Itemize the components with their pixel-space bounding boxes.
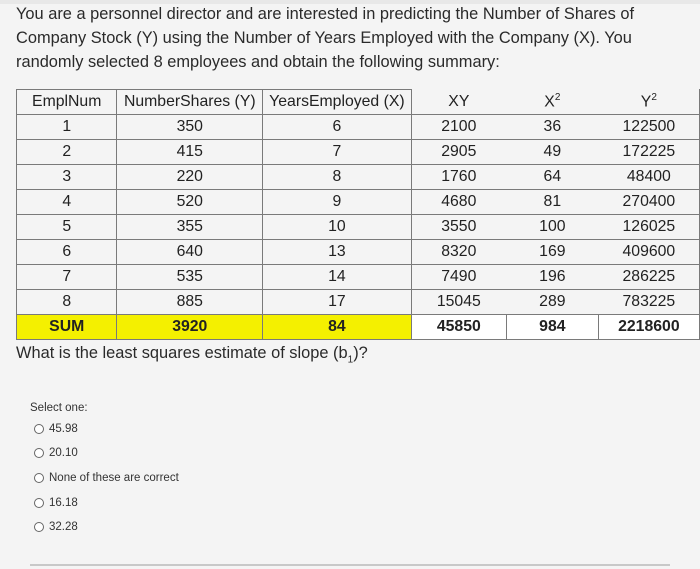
radio-icon[interactable] bbox=[34, 522, 44, 532]
summary-table bbox=[16, 89, 700, 340]
cell-emplnum: 7 bbox=[17, 265, 117, 290]
table-row bbox=[17, 265, 700, 290]
cell-emplnum: 8 bbox=[17, 290, 117, 315]
problem-intro: You are a personnel director and are interested in predicting the Number of Shares of Company Stock (Y) using the Number of Years Employed with the Company (X). You randomly selected 8 employees and obtain the following summary: bbox=[16, 5, 635, 71]
header-emplnum: EmplNum bbox=[17, 90, 117, 115]
cell-yearsemployed: 17 bbox=[263, 290, 412, 315]
cell-xy: 3550 bbox=[411, 215, 506, 240]
cell-x-squared: 196 bbox=[506, 265, 598, 290]
header-y-squared: $Y^2$ bbox=[598, 90, 699, 115]
select-one-label: Select one: bbox=[30, 402, 88, 414]
radio-icon[interactable] bbox=[34, 473, 44, 483]
cell-yearsemployed: 7 bbox=[263, 140, 412, 165]
table-row bbox=[17, 115, 700, 140]
cell-emplnum: 2 bbox=[17, 140, 117, 165]
cell-numbershares: 535 bbox=[117, 265, 263, 290]
cell-emplnum: 5 bbox=[17, 215, 117, 240]
header-xy: XY bbox=[411, 90, 506, 115]
cell-xy: 2905 bbox=[411, 140, 506, 165]
cell-x-squared: 289 bbox=[506, 290, 598, 315]
table-row bbox=[17, 190, 700, 215]
cell-y-squared: 270400 bbox=[598, 190, 699, 215]
cell-numbershares: 220 bbox=[117, 165, 263, 190]
cell-y-squared: 126025 bbox=[598, 215, 699, 240]
divider bbox=[30, 564, 670, 566]
cell-x-squared: 100 bbox=[506, 215, 598, 240]
cell-numbershares: 415 bbox=[117, 140, 263, 165]
cell-yearsemployed: 6 bbox=[263, 115, 412, 140]
cell-emplnum: 6 bbox=[17, 240, 117, 265]
cell-x-squared: 49 bbox=[506, 140, 598, 165]
cell-y-squared: 783225 bbox=[598, 290, 699, 315]
cell-numbershares: 885 bbox=[117, 290, 263, 315]
cell-yearsemployed: 9 bbox=[263, 190, 412, 215]
sum-numbershares: 3920 bbox=[117, 315, 263, 340]
table-row bbox=[17, 240, 700, 265]
cell-numbershares: 640 bbox=[117, 240, 263, 265]
cell-xy: 2100 bbox=[411, 115, 506, 140]
cell-emplnum: 3 bbox=[17, 165, 117, 190]
answer-option[interactable] bbox=[34, 497, 78, 509]
cell-emplnum: 1 bbox=[17, 115, 117, 140]
table-row bbox=[17, 215, 700, 240]
cell-y-squared: 409600 bbox=[598, 240, 699, 265]
radio-icon[interactable] bbox=[34, 424, 44, 434]
sum-x-squared: 984 bbox=[506, 315, 598, 340]
sum-label: SUM bbox=[17, 315, 117, 340]
answer-option[interactable] bbox=[34, 447, 78, 459]
option-label: None of these are correct bbox=[49, 472, 179, 484]
cell-xy: 1760 bbox=[411, 165, 506, 190]
answer-option[interactable] bbox=[34, 472, 179, 484]
cell-emplnum: 4 bbox=[17, 190, 117, 215]
cell-numbershares: 520 bbox=[117, 190, 263, 215]
cell-y-squared: 172225 bbox=[598, 140, 699, 165]
table-header-row bbox=[17, 90, 700, 115]
sum-y-squared: 2218600 bbox=[598, 315, 699, 340]
cell-xy: 15045 bbox=[411, 290, 506, 315]
question-text: What is the least squares estimate of slope $(b_1)$? bbox=[16, 344, 368, 366]
cell-y-squared: 48400 bbox=[598, 165, 699, 190]
cell-xy: 8320 bbox=[411, 240, 506, 265]
sum-row bbox=[17, 315, 700, 340]
answer-option[interactable] bbox=[34, 521, 78, 533]
cell-x-squared: 36 bbox=[506, 115, 598, 140]
cell-x-squared: 169 bbox=[506, 240, 598, 265]
cell-x-squared: 81 bbox=[506, 190, 598, 215]
option-label: 32.28 bbox=[49, 521, 78, 533]
cell-y-squared: 122500 bbox=[598, 115, 699, 140]
cell-yearsemployed: 8 bbox=[263, 165, 412, 190]
cell-x-squared: 64 bbox=[506, 165, 598, 190]
option-label: 16.18 bbox=[49, 497, 78, 509]
answer-option[interactable] bbox=[34, 423, 78, 435]
table-row bbox=[17, 165, 700, 190]
sum-yearsemployed: 84 bbox=[263, 315, 412, 340]
cell-yearsemployed: 10 bbox=[263, 215, 412, 240]
cell-xy: 4680 bbox=[411, 190, 506, 215]
header-yearsemployed: YearsEmployed (X) bbox=[263, 90, 412, 115]
option-label: 20.10 bbox=[49, 447, 78, 459]
header-x-squared: $X^2$ bbox=[506, 90, 598, 115]
radio-icon[interactable] bbox=[34, 498, 44, 508]
table-row bbox=[17, 140, 700, 165]
header-numbershares: NumberShares (Y) bbox=[117, 90, 263, 115]
cell-numbershares: 350 bbox=[117, 115, 263, 140]
cell-y-squared: 286225 bbox=[598, 265, 699, 290]
cell-xy: 7490 bbox=[411, 265, 506, 290]
cell-yearsemployed: 13 bbox=[263, 240, 412, 265]
cell-numbershares: 355 bbox=[117, 215, 263, 240]
radio-icon[interactable] bbox=[34, 448, 44, 458]
table-row bbox=[17, 290, 700, 315]
sum-xy: 45850 bbox=[411, 315, 506, 340]
cell-yearsemployed: 14 bbox=[263, 265, 412, 290]
option-label: 45.98 bbox=[49, 423, 78, 435]
